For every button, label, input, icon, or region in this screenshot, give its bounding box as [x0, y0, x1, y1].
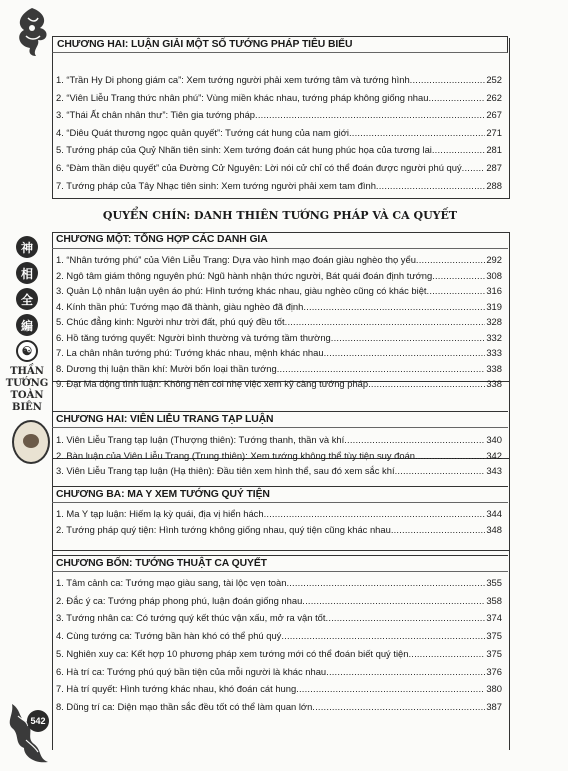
side-title-line-4: BIÊN — [12, 402, 42, 413]
leader-dots — [302, 595, 485, 606]
toc-entry[interactable] — [56, 524, 502, 535]
leader-dots — [408, 648, 485, 659]
chapter-heading: CHƯƠNG BA: MA Y XEM TƯỚNG QUÝ TIỆN — [52, 486, 508, 503]
toc-entry-title: 4. “Diêu Quát thương ngọc quản quyết”: Tướng cát hung của nam giới — [56, 126, 349, 138]
toc-entry[interactable] — [56, 332, 502, 343]
ornament-bottom-icon — [4, 700, 54, 766]
side-title-line-1: THẦN — [10, 366, 44, 377]
toc-entry-page: 344 — [486, 508, 502, 519]
toc-entry-title: 5. Nghiên xuy ca: Kết hợp 10 phương pháp xem tướng mới có thể đoán biết quý tiện — [56, 647, 409, 659]
toc-entry[interactable] — [56, 648, 502, 659]
chapter-heading: CHƯƠNG HAI: VIÊN LIỄU TRANG TẠP LUẬN — [52, 411, 508, 428]
toc-box-4 — [52, 458, 510, 551]
chapter-heading: CHƯƠNG BỐN: TƯỚNG THUẬT CA QUYẾT — [52, 555, 508, 572]
toc-entry-page: 332 — [486, 331, 502, 343]
leader-dots — [331, 332, 486, 343]
toc-entry-page: 338 — [486, 378, 502, 389]
toc-entry-title: 3. Tướng nhân ca: Có tướng quý kết thúc vận xấu, mở ra vận tốt — [56, 612, 326, 624]
toc-entry[interactable] — [56, 683, 502, 694]
side-title — [4, 366, 50, 414]
toc-entry-page: 316 — [486, 285, 502, 296]
toc-entry-page: 333 — [486, 347, 502, 358]
leader-dots — [296, 683, 485, 694]
toc-entry-page: 387 — [486, 700, 502, 712]
toc-entry-page: 375 — [486, 630, 502, 642]
toc-entry-title: 3. Viên Liễu Trang tạp luận (Hạ thiên): Đầu tiên xem hình thể, sau đó xem sắc khí — [56, 465, 395, 476]
leader-dots — [312, 701, 485, 712]
toc-entry-title: 2. Bàn luận của Viên Liễu Trang (Trung thiên): Xem tướng không thể tùy tiện suy đoán — [56, 449, 415, 461]
toc-entry-title: 7. Hà trí quyết: Hình tướng khác nhau, khó đoán cát hung — [56, 683, 297, 695]
toc-entry-page: 376 — [486, 665, 502, 677]
toc-entry-title: 6. “Đàm thần diệu quyết” của Đường Cử Nguyên: Lời nói cử chỉ có thể đoán được người phú quý — [56, 162, 462, 173]
leader-dots — [344, 434, 485, 445]
toc-entry[interactable] — [56, 630, 502, 641]
toc-entry-title: 1. Tâm cảnh ca: Tướng mạo giàu sang, tài lộc vẹn toàn — [56, 577, 287, 588]
toc-entry[interactable] — [56, 144, 502, 155]
leader-dots — [432, 144, 485, 155]
toc-entry-page: 358 — [486, 594, 502, 606]
toc-entry-page: 271 — [486, 126, 502, 138]
toc-entry-page: 287 — [486, 162, 502, 173]
toc-entry[interactable] — [56, 347, 502, 358]
leader-dots — [427, 285, 486, 296]
leader-dots — [432, 270, 485, 281]
toc-entry-page: 338 — [486, 362, 502, 374]
toc-entry-page: 374 — [486, 612, 502, 624]
page-number: 542 — [27, 710, 49, 732]
ornament-top-icon — [10, 6, 54, 58]
toc-entry-title: 1. “Trần Hy Di phong giám ca”: Xem tướng người phải xem tướng tâm và tướng hình — [56, 74, 410, 85]
toc-entry[interactable] — [56, 74, 502, 85]
toc-entry-page: 308 — [486, 269, 502, 281]
toc-entry-page: 319 — [486, 300, 502, 312]
toc-entry-title: 2. Ngô tâm giám thông nguyên phú: Ngũ hành nhận thức người, Bát quái đoán định tướng — [56, 269, 433, 281]
side-title-line-3: TOÀN — [10, 390, 44, 401]
toc-entry-title: 6. Hà trí ca: Tướng phú quý bần tiện của mỗi người là khác nhau — [56, 665, 327, 677]
toc-entry-title: 2. Tướng pháp quý tiện: Hình tướng không giống nhau, quý tiện cũng khác nhau — [56, 524, 391, 535]
portrait-icon — [12, 420, 50, 464]
toc-entry[interactable] — [56, 92, 502, 103]
side-decoration — [4, 236, 50, 464]
leader-dots — [264, 508, 486, 519]
toc-entry[interactable] — [56, 612, 502, 623]
leader-dots — [277, 363, 486, 374]
toc-entry[interactable] — [56, 180, 502, 191]
toc-entry-page: 355 — [486, 577, 502, 588]
toc-entry-title: 2. “Viên Liễu Trang thức nhân phú”: Vùng miền khác nhau, tướng pháp không giống nhau — [56, 91, 429, 103]
toc-entry-page: 292 — [486, 254, 502, 265]
toc-entry-title: 3. “Thái Ất chân nhân thư”: Tiên gia tướng pháp — [56, 109, 256, 121]
toc-entry[interactable] — [56, 595, 502, 606]
toc-entry-page: 340 — [486, 434, 502, 445]
toc-entry[interactable] — [56, 270, 502, 281]
leader-dots — [462, 162, 486, 173]
seal-char-4: 編 — [16, 314, 38, 336]
toc-entry[interactable] — [56, 316, 502, 327]
toc-entry[interactable] — [56, 363, 502, 374]
seal-char-2: 相 — [16, 262, 38, 284]
leader-dots — [303, 301, 485, 312]
toc-entry[interactable] — [56, 508, 502, 519]
divider — [52, 198, 508, 199]
toc-entry-page: 342 — [486, 449, 502, 461]
toc-entry[interactable] — [56, 127, 502, 138]
seal-char-3: 全 — [16, 288, 38, 310]
leader-dots — [416, 254, 485, 265]
leader-dots — [285, 316, 486, 327]
toc-entry-title: 6. Hồ tăng tướng quyết: Người bình thường và tướng tầm thường — [56, 331, 331, 343]
toc-entry-title: 1. Ma Y tạp luận: Hiếm lạ kỳ quái, địa vị hiển hách — [56, 508, 264, 519]
side-title-line-2: TƯỚNG — [5, 378, 49, 389]
toc-entry-title: 1. Viên Liễu Trang tạp luận (Thượng thiên): Tướng thanh, thần và khí — [56, 434, 345, 445]
toc-entry[interactable] — [56, 577, 502, 588]
toc-entry-page: 288 — [486, 179, 502, 191]
toc-entry[interactable] — [56, 434, 502, 445]
toc-entry-title: 1. “Nhân tướng phú” của Viên Liễu Trang: Dựa vào hình mạo đoán giàu nghèo thọ yểu — [56, 254, 416, 265]
leader-dots — [376, 180, 485, 191]
toc-entry-page: 380 — [486, 683, 502, 695]
toc-entry-title: 9. Đạt Ma động tình luận: Không nên coi nhẹ việc xem kỹ càng tướng pháp — [56, 378, 369, 389]
leader-dots — [349, 127, 485, 138]
leader-dots — [391, 524, 486, 535]
toc-entry[interactable] — [56, 109, 502, 120]
toc-entry-title: 4. Cùng tướng ca: Tướng bần hàn khó có thể phú quý — [56, 630, 282, 642]
toc-entry-title: 8. Dũng trí ca: Diện mạo thần sắc đều tốt có thể làm quan lớn — [56, 700, 313, 712]
leader-dots — [286, 577, 485, 588]
toc-entry[interactable] — [56, 301, 502, 312]
chapter-heading: CHƯƠNG HAI: LUẬN GIẢI MỘT SỐ TƯỚNG PHÁP TIÊU BIỂU — [52, 36, 508, 53]
toc-entry-page: 281 — [486, 144, 502, 156]
toc-entry-title: 5. Chúc đẳng kinh: Người như trời đất, phú quý đều tốt — [56, 316, 285, 327]
toc-entry[interactable] — [56, 254, 502, 265]
toc-entry-page: 375 — [486, 647, 502, 659]
toc-entry[interactable] — [56, 162, 502, 173]
toc-entry-title: 4. Kính thần phú: Tướng mạo đã thành, giàu nghèo đã định — [56, 300, 304, 312]
leader-dots — [281, 630, 485, 641]
toc-entry-title: 5. Tướng pháp của Quỷ Nhãn tiên sinh: Xem tướng đoán cát hung phúc họa của tương lai — [56, 144, 432, 156]
toc-entry-title: 7. La chân nhân tướng phú: Tướng khác nhau, mệnh khác nhau — [56, 347, 324, 358]
leader-dots — [324, 347, 486, 358]
chapter-heading: CHƯƠNG MỘT: TỔNG HỢP CÁC DANH GIA — [52, 232, 508, 249]
toc-entry-title: 2. Đắc ý ca: Tướng pháp phong phú, luận đoán giống nhau — [56, 594, 303, 606]
leader-dots — [428, 92, 485, 103]
toc-entry-page: 267 — [486, 109, 502, 121]
toc-entry-title: 8. Dương thị luận thần khí: Mười bốn loại thần tướng — [56, 362, 277, 374]
leader-dots — [255, 109, 485, 120]
toc-entry-page: 328 — [486, 316, 502, 327]
toc-entry-page: 262 — [486, 91, 502, 103]
toc-entry-page: 343 — [486, 465, 502, 476]
toc-entry-title: 3. Quản Lộ nhân luận uyên áo phú: Hình tướng khác nhau, giàu nghèo cũng có khác biệt — [56, 285, 427, 296]
toc-entry-page: 252 — [486, 74, 502, 85]
seal-char-1: 神 — [16, 236, 38, 258]
toc-entry-page: 348 — [486, 524, 502, 535]
yin-yang-icon: ☯ — [16, 340, 38, 362]
leader-dots — [326, 666, 485, 677]
toc-entry[interactable] — [56, 285, 502, 296]
toc-entry[interactable] — [56, 701, 502, 712]
toc-entry-title: 7. Tướng pháp của Tây Nhạc tiên sinh: Xem tướng người phải xem tam đình — [56, 179, 376, 191]
book-title: QUYỂN CHÍN: DANH THIÊN TƯỚNG PHÁP VÀ CA QUYẾT — [102, 209, 458, 222]
toc-entry[interactable] — [56, 666, 502, 677]
leader-dots — [326, 612, 486, 623]
leader-dots — [410, 74, 486, 85]
